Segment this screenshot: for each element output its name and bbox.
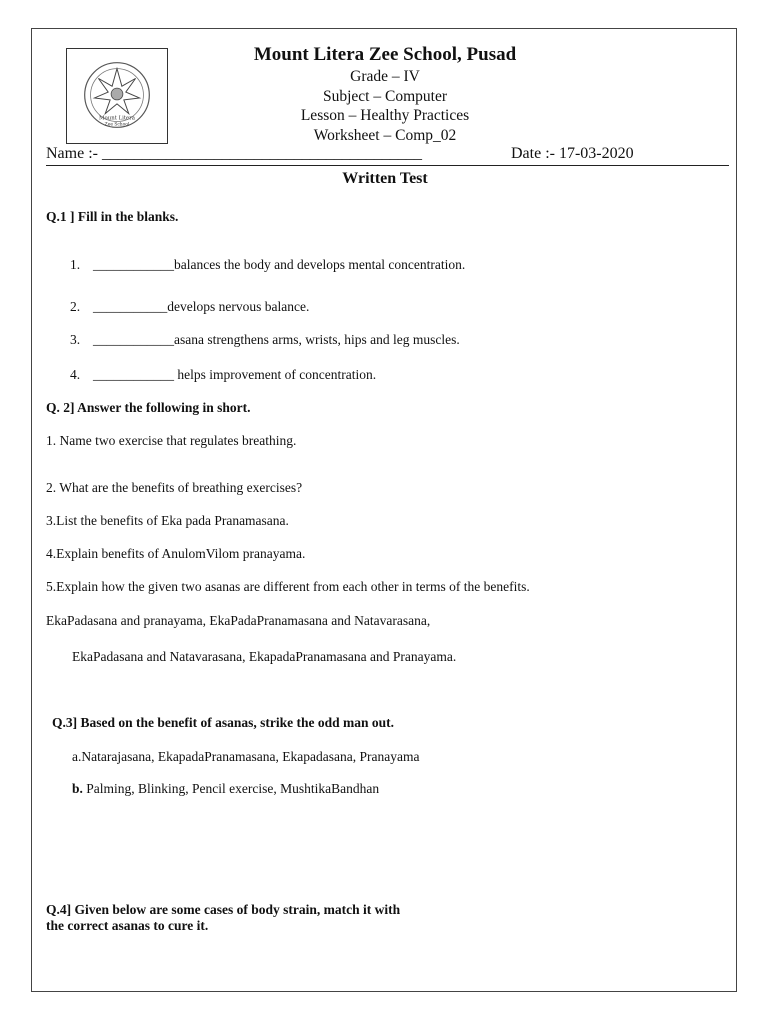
q3-option-b-text: Palming, Blinking, Pencil exercise, MushtikaBandhan xyxy=(82,781,380,796)
q3-option-b-label: b. xyxy=(72,781,83,796)
header-divider xyxy=(46,165,729,166)
q1-item-number: 3. xyxy=(70,332,81,347)
q1-item-text: ____________balances the body and develops mental concentration. xyxy=(93,257,466,272)
subject-line: Subject – Computer xyxy=(323,88,447,105)
q4-heading-line1: Q.4] Given below are some cases of body strain, match it with xyxy=(46,902,401,917)
worksheet-line: Worksheet – Comp_02 xyxy=(313,127,457,144)
svg-text:Mount Litera: Mount Litera xyxy=(99,115,135,122)
date-label: Date :- 17-03-2020 xyxy=(511,145,634,162)
lesson-line: Lesson – Healthy Practices xyxy=(300,107,470,124)
q4-heading-line2: the correct asanas to cure it. xyxy=(46,918,209,933)
q1-item-text: ____________asana strengthens arms, wrists, hips and leg muscles. xyxy=(93,332,460,347)
q2-item: 5.Explain how the given two asanas are different from each other in terms of the benefits. xyxy=(46,579,530,594)
q2-asana-pairs: EkaPadasana and pranayama, EkaPadaPranamasana and Natavarasana, xyxy=(46,613,431,628)
q3-heading: Q.3] Based on the benefit of asanas, strike the odd man out. xyxy=(52,715,395,730)
q1-item-text: ____________ helps improvement of concentration. xyxy=(93,367,377,382)
q1-heading: Q.1 ] Fill in the blanks. xyxy=(46,209,179,224)
q2-asana-pairs: EkaPadasana and Natavarasana, EkapadaPranamasana and Pranayama. xyxy=(72,649,457,664)
q2-item: 3.List the benefits of Eka pada Pranamasana. xyxy=(46,513,289,528)
q2-heading: Q. 2] Answer the following in short. xyxy=(46,400,251,415)
school-name: Mount Litera Zee School, Pusad xyxy=(253,44,517,65)
svg-text:Zee School: Zee School xyxy=(104,122,130,128)
q3-option-b xyxy=(72,781,379,797)
q1-item-number: 1. xyxy=(70,257,81,272)
test-title: Written Test xyxy=(342,170,428,187)
grade-line: Grade – IV xyxy=(350,68,420,85)
q2-item: 1. Name two exercise that regulates breathing. xyxy=(46,433,297,448)
q3-option-a: a.Natarajasana, EkapadaPranamasana, Ekapadasana, Pranayama xyxy=(72,749,420,764)
q1-item-text: ___________develops nervous balance. xyxy=(93,299,310,314)
q1-item-number: 2. xyxy=(70,299,81,314)
name-field-label: Name :- ________________________________________ xyxy=(46,145,422,162)
q2-item: 2. What are the benefits of breathing exercises? xyxy=(46,480,303,495)
q1-item-number: 4. xyxy=(70,367,81,382)
q2-item: 4.Explain benefits of AnulomVilom pranayama. xyxy=(46,546,306,561)
